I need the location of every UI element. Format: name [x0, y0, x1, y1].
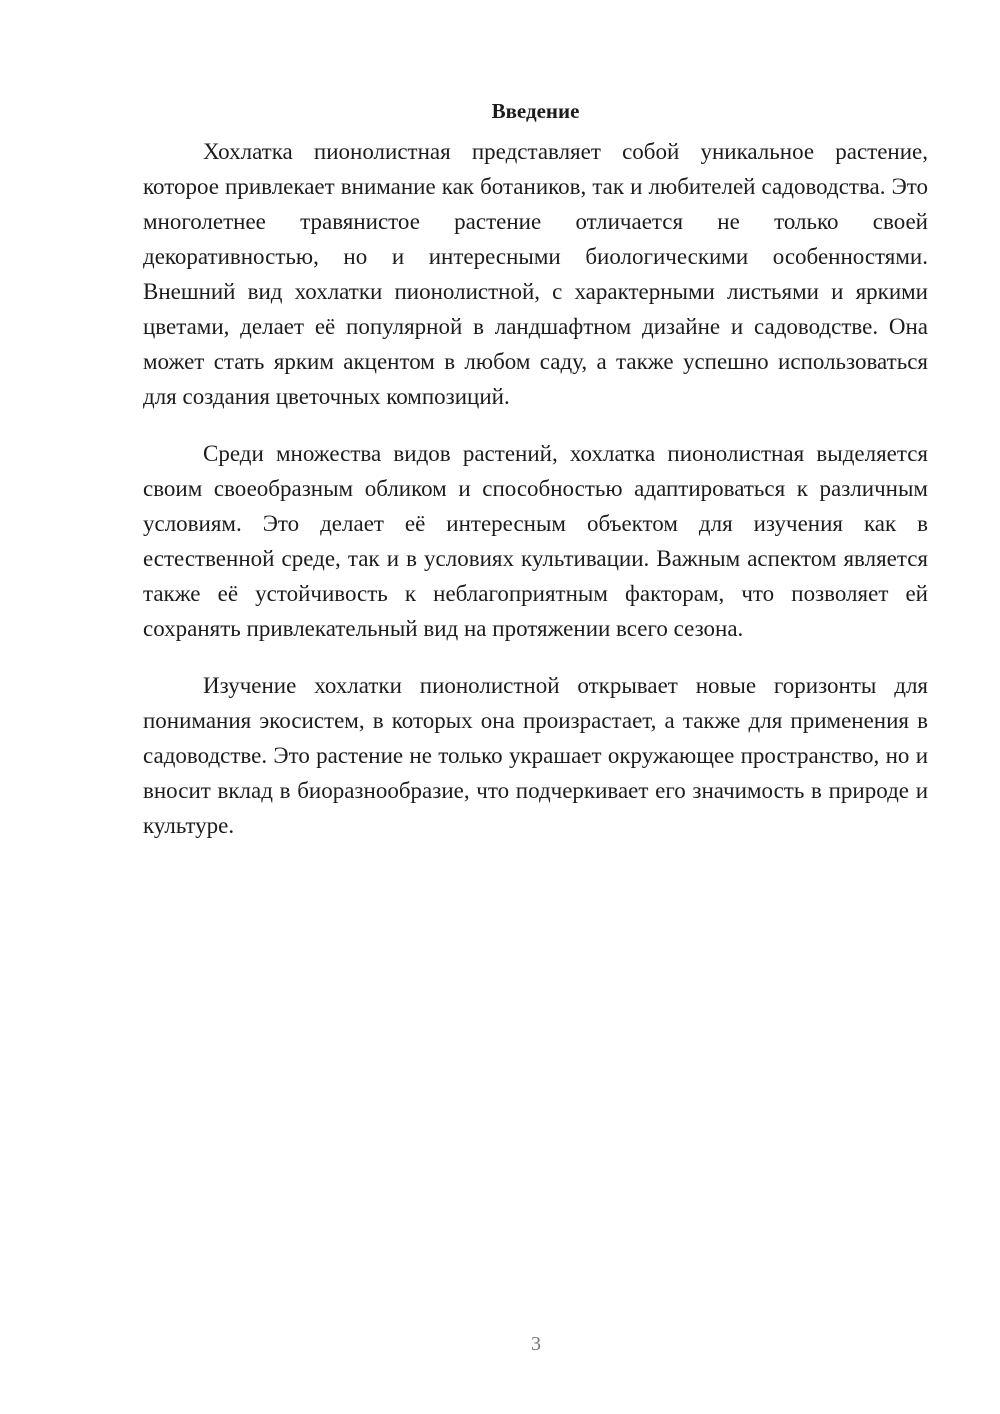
paragraph-2: Среди множества видов растений, хохлатка пионолистная выделяется своим своеобразным обликом и способностью адаптироваться к различным условиям. Это делает её интересным объектом для изучения как в естественной среде, так и в условиях культивации. Важным аспектом является также её устойчивость к неблагоприятным факторам, что позволяет ей сохранять привлекательный вид на протяжении всего сезона.	[143, 441, 928, 641]
page-content	[143, 96, 928, 865]
section-heading: Введение	[491, 99, 580, 123]
page-number: 3	[531, 1333, 541, 1355]
paragraph-1: Хохлатка пионолистная представляет собой уникальное растение, которое привлекает внимание как ботаников, так и любителей садоводства. Это многолетнее травянистое растение отличается не только своей декоративностью, но и интересными биологическими особенностями. Внешний вид хохлатки пионолистной, с характерными листьями и яркими цветами, делает её популярной в ландшафтном дизайне и садоводстве. Она может стать ярким акцентом в любом саду, а также успешно использоваться для создания цветочных композиций.	[143, 139, 928, 409]
paragraph-3: Изучение хохлатки пионолистной открывает новые горизонты для понимания экосистем, в которых она произрастает, а также для применения в садоводстве. Это растение не только украшает окружающее пространство, но и вносит вклад в биоразнообразие, что подчеркивает его значимость в природе и культуре.	[143, 673, 928, 838]
